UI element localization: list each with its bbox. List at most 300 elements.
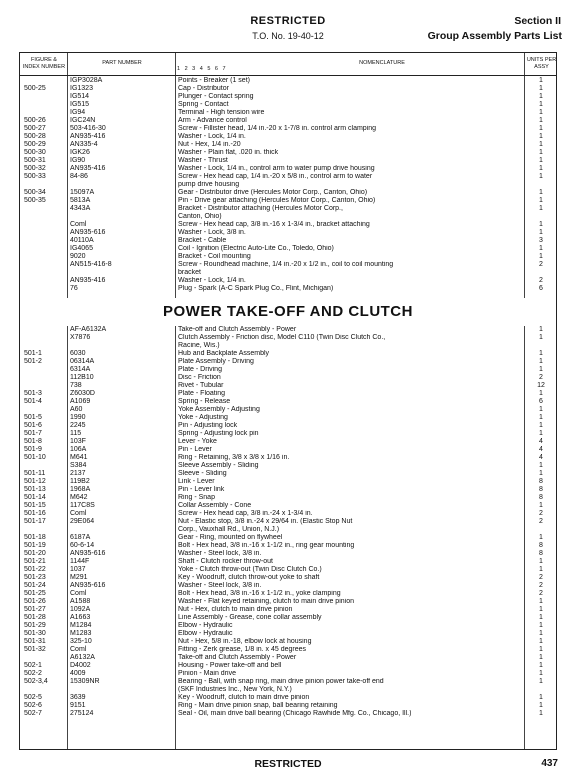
table-row: [20, 646, 556, 654]
part-number: Coml: [70, 646, 87, 653]
part-number: 6187A: [70, 534, 91, 541]
part-number: 119B2: [70, 478, 90, 485]
part-number: AF-A6132A: [70, 326, 107, 333]
part-number: Coml: [70, 590, 87, 597]
nomenclature: Bracket - Cable: [178, 237, 227, 244]
units-per-assy: 1: [539, 566, 543, 573]
nomenclature: Bracket - Coil mounting: [178, 253, 251, 260]
units-per-assy: 1: [539, 197, 543, 204]
units-per-assy: 1: [539, 125, 543, 132]
nomenclature: Take-off and Clutch Assembly - Power: [178, 654, 297, 661]
part-number: 84-86: [70, 173, 88, 180]
units-per-assy: 1: [539, 85, 543, 92]
nomenclature: Washer - Steel lock, 3/8 in.: [178, 582, 262, 589]
units-per-assy: 1: [539, 366, 543, 373]
units-per-assy: 2: [539, 574, 543, 581]
units-per-assy: 2: [539, 518, 543, 525]
part-number: 106A: [70, 446, 87, 453]
nomenclature: Key - Woodruff, clutch to main drive pinion: [178, 694, 310, 701]
units-per-assy: 4: [539, 446, 543, 453]
figure-index: 502-2: [24, 670, 42, 677]
table-row: [20, 334, 556, 342]
parts-table: [19, 52, 557, 750]
units-per-assy: 6: [539, 398, 543, 405]
figure-index: 501-6: [24, 422, 42, 429]
page-header: [0, 0, 576, 50]
table-row: [20, 414, 556, 422]
part-number: Coml: [70, 221, 87, 228]
part-number: 1968A: [70, 486, 91, 493]
nomenclature: Plunger - Contact spring: [178, 93, 254, 100]
figure-index: 501-12: [24, 478, 46, 485]
nomenclature: Ring - Main drive pinion snap, ball bearing retaining: [178, 702, 338, 709]
nomenclature: Racine, Wis.): [178, 342, 220, 349]
units-per-assy: 1: [539, 630, 543, 637]
part-number: M1284: [70, 622, 92, 629]
units-per-assy: 2: [539, 261, 543, 268]
table-row: [20, 117, 556, 125]
nomenclature: Line Assembly - Grease, cone collar assembly: [178, 614, 322, 621]
figure-index: 501-16: [24, 510, 46, 517]
table-row: [20, 173, 556, 181]
figure-index: 502-6: [24, 702, 42, 709]
table-row: [20, 670, 556, 678]
nomenclature: Pin - Lever link: [178, 486, 225, 493]
part-number: AN935-416: [70, 133, 106, 140]
figure-index: 501-32: [24, 646, 46, 653]
nomenclature: Cap - Distributor: [178, 85, 229, 92]
col-indent: 1 2 3 4 5 6 7: [177, 66, 228, 72]
nomenclature: Washer - Steel lock, 3/8 in.: [178, 550, 262, 557]
table-row: [20, 125, 556, 133]
list-title: Group Assembly Parts List: [427, 30, 562, 42]
units-per-assy: 8: [539, 486, 543, 493]
table-row: [20, 606, 556, 614]
units-per-assy: 1: [539, 229, 543, 236]
nomenclature: Washer - Lock, 1/4 in.: [178, 133, 246, 140]
units-per-assy: 1: [539, 189, 543, 196]
nomenclature: Key - Woodruff, clutch throw-out yoke to shaft: [178, 574, 320, 581]
table-row: [20, 109, 556, 117]
part-number: 275124: [70, 710, 94, 717]
table-row: [20, 141, 556, 149]
figure-index: 501-5: [24, 414, 42, 421]
table-row: [20, 374, 556, 382]
part-number: 1990: [70, 414, 86, 421]
part-number: 103F: [70, 438, 86, 445]
nomenclature: Arm - Advance control: [178, 117, 247, 124]
part-number: 1144F: [70, 558, 90, 565]
units-per-assy: 1: [539, 414, 543, 421]
nomenclature: Ring - Retaining, 3/8 x 3/8 x 1/16 in.: [178, 454, 290, 461]
units-per-assy: 1: [539, 350, 543, 357]
units-per-assy: 1: [539, 221, 543, 228]
nomenclature: Lever - Yoke: [178, 438, 217, 445]
units-per-assy: 1: [539, 598, 543, 605]
units-per-assy: 1: [539, 390, 543, 397]
part-number: M291: [70, 574, 88, 581]
table-row: [20, 590, 556, 598]
units-per-assy: 1: [539, 710, 543, 717]
figure-index: 501-31: [24, 638, 46, 645]
figure-index: 500-32: [24, 165, 46, 172]
table-body: [20, 77, 556, 718]
table-row: [20, 189, 556, 197]
part-number: 738: [70, 382, 82, 389]
table-row: [20, 165, 556, 173]
to-number: T.O. No. 19-40-12: [252, 31, 324, 41]
units-per-assy: 6: [539, 285, 543, 292]
part-number: 5813A: [70, 197, 91, 204]
figure-index: 501-7: [24, 430, 42, 437]
part-number: Z6030D: [70, 390, 95, 397]
units-per-assy: 4: [539, 438, 543, 445]
part-number: M1283: [70, 630, 92, 637]
table-row: [20, 261, 556, 269]
units-per-assy: 8: [539, 478, 543, 485]
table-row: [20, 662, 556, 670]
part-number: 9020: [70, 253, 86, 260]
table-row: [20, 213, 556, 221]
nomenclature: Bearing - Ball, with snap ring, main drive pinion power take-off end: [178, 678, 384, 685]
table-row: [20, 149, 556, 157]
units-per-assy: 1: [539, 502, 543, 509]
units-per-assy: 1: [539, 141, 543, 148]
units-per-assy: 1: [539, 670, 543, 677]
figure-index: 501-30: [24, 630, 46, 637]
figure-index: 501-17: [24, 518, 46, 525]
units-per-assy: 1: [539, 358, 543, 365]
nomenclature: Screw - Hex head cap, 1/4 in.-20 x 5/8 in., control arm to water: [178, 173, 373, 180]
nomenclature: Corp., Vauxhall Rd., Union, N.J.): [178, 526, 280, 533]
nomenclature: Rivet - Tubular: [178, 382, 224, 389]
nomenclature: Hub and Backplate Assembly: [178, 350, 270, 357]
table-row: [20, 630, 556, 638]
part-number: 06314A: [70, 358, 95, 365]
figure-index: 500-35: [24, 197, 46, 204]
table-row: [20, 694, 556, 702]
units-per-assy: 1: [539, 165, 543, 172]
part-number: D4002: [70, 662, 91, 669]
units-per-assy: 1: [539, 558, 543, 565]
table-row: [20, 566, 556, 574]
units-per-assy: 1: [539, 245, 543, 252]
part-number: 6030: [70, 350, 86, 357]
figure-index: 501-14: [24, 494, 46, 501]
part-number: IGC24N: [70, 117, 96, 124]
nomenclature: Nut - Hex, 1/4 in.-20: [178, 141, 241, 148]
part-number: IG515: [70, 101, 90, 108]
footer-restricted: RESTRICTED: [254, 758, 322, 770]
nomenclature: Terminal - High tension wire: [178, 109, 265, 116]
nomenclature: Elbow - Hydraulic: [178, 622, 233, 629]
units-per-assy: 1: [539, 678, 543, 685]
units-per-assy: 1: [539, 157, 543, 164]
table-row: [20, 558, 556, 566]
nomenclature: Take-off and Clutch Assembly - Power: [178, 326, 297, 333]
part-number: S384: [70, 462, 87, 469]
units-per-assy: 1: [539, 101, 543, 108]
nomenclature: Gear - Distributor drive (Hercules Motor Corp., Canton, Ohio): [178, 189, 368, 196]
figure-index: 502-5: [24, 694, 42, 701]
units-per-assy: 1: [539, 422, 543, 429]
section-title: POWER TAKE-OFF AND CLUTCH: [20, 298, 556, 326]
nomenclature: Screw - Fillister head, 1/4 in.-20 x 1-7/8 in. control arm clamping: [178, 125, 377, 132]
table-row: [20, 710, 556, 718]
figure-index: 501-10: [24, 454, 46, 461]
nomenclature: Nut - Hex, 5/8 in.-18, elbow lock at housing: [178, 638, 312, 645]
nomenclature: Screw - Roundhead machine, 1/4 in.-20 x 1/2 in., coil to coil mounting: [178, 261, 394, 268]
units-per-assy: 1: [539, 109, 543, 116]
part-number: 4343A: [70, 205, 91, 212]
part-number: X7876: [70, 334, 91, 341]
figure-index: 502-7: [24, 710, 42, 717]
table-row: [20, 197, 556, 205]
table-row: [20, 269, 556, 277]
table-row: [20, 133, 556, 141]
nomenclature: Yoke - Clutch throw-out (Twin Disc Clutch Co.): [178, 566, 322, 573]
figure-index: 501-20: [24, 550, 46, 557]
rows-bottom: [20, 326, 556, 718]
units-per-assy: 1: [539, 534, 543, 541]
col-figure: FIGURE & INDEX NUMBER: [22, 57, 66, 70]
figure-index: 501-19: [24, 542, 46, 549]
figure-index: 501-22: [24, 566, 46, 573]
nomenclature: Housing - Power take-off and bell: [178, 662, 282, 669]
nomenclature: Coil - Ignition (Electric Auto-Lite Co., Toledo, Ohio): [178, 245, 334, 252]
table-row: [20, 518, 556, 526]
nomenclature: Pin - Lever: [178, 446, 212, 453]
units-per-assy: 1: [539, 622, 543, 629]
figure-index: 501-29: [24, 622, 46, 629]
table-row: [20, 157, 556, 165]
section-label: Section II: [514, 15, 561, 27]
units-per-assy: 1: [539, 430, 543, 437]
units-per-assy: 1: [539, 253, 543, 260]
nomenclature: Spring - Release: [178, 398, 231, 405]
part-number: AN935-416: [70, 165, 106, 172]
table-row: [20, 205, 556, 213]
part-number: 15309NR: [70, 678, 100, 685]
part-number: IG94: [70, 109, 86, 116]
part-number: AN515-416-8: [70, 261, 112, 268]
units-per-assy: 1: [539, 173, 543, 180]
figure-index: 501-24: [24, 582, 46, 589]
table-row: [20, 285, 556, 293]
figure-index: 501-27: [24, 606, 46, 613]
nomenclature: Bracket - Distributor attaching (Hercules Motor Corp.,: [178, 205, 343, 212]
table-row: [20, 438, 556, 446]
part-number: 2137: [70, 470, 86, 477]
table-row: [20, 229, 556, 237]
table-row: [20, 77, 556, 85]
part-number: 40110A: [70, 237, 94, 244]
col-nomenclature: NOMENCLATURE: [359, 60, 405, 66]
units-per-assy: 1: [539, 133, 543, 140]
units-per-assy: 1: [539, 326, 543, 333]
page-number: 437: [541, 758, 558, 769]
figure-index: 501-4: [24, 398, 42, 405]
table-row: [20, 181, 556, 189]
part-number: AN935-616: [70, 229, 106, 236]
part-number: AN335-4: [70, 141, 98, 148]
part-number: 4009: [70, 670, 86, 677]
table-row: [20, 678, 556, 686]
units-per-assy: 1: [539, 205, 543, 212]
table-row: [20, 422, 556, 430]
nomenclature: Screw - Hex head cap, 3/8 in.-24 x 1-3/4 in.: [178, 510, 313, 517]
part-number: 1092A: [70, 606, 91, 613]
nomenclature: Ring - Snap: [178, 494, 215, 501]
nomenclature: Sleeve Assembly - Sliding: [178, 462, 259, 469]
figure-index: 500-33: [24, 173, 46, 180]
table-row: [20, 101, 556, 109]
nomenclature: Sleeve - Sliding: [178, 470, 227, 477]
part-number: 76: [70, 285, 78, 292]
units-per-assy: 1: [539, 406, 543, 413]
figure-index: 501-28: [24, 614, 46, 621]
figure-index: 501-18: [24, 534, 46, 541]
units-per-assy: 1: [539, 662, 543, 669]
table-row: [20, 614, 556, 622]
part-number: 9151: [70, 702, 86, 709]
nomenclature: Seal - Oil, main drive ball bearing (Chicago Rawhide Mfg. Co., Chicago, Ill.): [178, 710, 412, 717]
nomenclature: Washer - Lock, 1/4 in.: [178, 277, 246, 284]
figure-index: 501-21: [24, 558, 46, 565]
figure-index: 501-15: [24, 502, 46, 509]
nomenclature: Nut - Elastic stop, 3/8 in.-24 x 29/64 in. (Elastic Stop Nut: [178, 518, 353, 525]
part-number: 2245: [70, 422, 86, 429]
units-per-assy: 1: [539, 462, 543, 469]
nomenclature: Screw - Hex head cap, 3/8 in.-16 x 1-3/4 in., bracket attaching: [178, 221, 370, 228]
table-row: [20, 534, 556, 542]
header-restricted: RESTRICTED: [250, 15, 326, 27]
units-per-assy: 1: [539, 77, 543, 84]
nomenclature: Link - Lever: [178, 478, 215, 485]
table-row: [20, 406, 556, 414]
part-number: IG90: [70, 157, 86, 164]
figure-index: 501-3: [24, 390, 42, 397]
figure-index: 500-27: [24, 125, 46, 132]
nomenclature: Disc - Friction: [178, 374, 221, 381]
part-number: AN935-616: [70, 582, 106, 589]
table-row: [20, 574, 556, 582]
nomenclature: Spring - Contact: [178, 101, 229, 108]
units-per-assy: 1: [539, 694, 543, 701]
part-number: IGP3028A: [70, 77, 103, 84]
part-number: A1663: [70, 614, 91, 621]
part-number: A1069: [70, 398, 91, 405]
units-per-assy: 1: [539, 654, 543, 661]
units-per-assy: 3: [539, 237, 543, 244]
nomenclature: pump drive housing: [178, 181, 240, 188]
part-number: 3639: [70, 694, 86, 701]
nomenclature: Elbow - Hydraulic: [178, 630, 233, 637]
table-row: [20, 478, 556, 486]
column-headers: [20, 53, 556, 76]
part-number: M642: [70, 494, 88, 501]
units-per-assy: 2: [539, 277, 543, 284]
part-number: 29E064: [70, 518, 95, 525]
part-number: 60-6-14: [70, 542, 95, 549]
figure-index: 502-3,4: [24, 678, 48, 685]
nomenclature: Yoke Assembly - Adjusting: [178, 406, 260, 413]
nomenclature: Washer - Flat keyed retaining, clutch to main drive pinion: [178, 598, 354, 605]
nomenclature: Washer - Plain flat, .020 in. thick: [178, 149, 279, 156]
nomenclature: Bolt - Hex head, 3/8 in.-16 x 1-1/2 in., ring gear mounting: [178, 542, 355, 549]
figure-index: 500-28: [24, 133, 46, 140]
part-number: IG4065: [70, 245, 93, 252]
nomenclature: Washer - Thrust: [178, 157, 228, 164]
table-row: [20, 654, 556, 662]
nomenclature: Collar Assembly - Cone: [178, 502, 252, 509]
units-per-assy: 1: [539, 117, 543, 124]
table-row: [20, 638, 556, 646]
nomenclature: Pin - Adjusting lock: [178, 422, 238, 429]
table-row: [20, 221, 556, 229]
table-row: [20, 702, 556, 710]
part-number: 503-416-30: [70, 125, 106, 132]
nomenclature: Plate - Driving: [178, 366, 222, 373]
table-row: [20, 358, 556, 366]
figure-index: 501-1: [24, 350, 42, 357]
table-row: [20, 382, 556, 390]
nomenclature: (SKF Industries Inc., New York, N.Y.): [178, 686, 292, 693]
part-number: IGK26: [70, 149, 90, 156]
part-number: 15097A: [70, 189, 95, 196]
table-row: [20, 245, 556, 253]
table-row: [20, 446, 556, 454]
table-row: [20, 85, 556, 93]
units-per-assy: 1: [539, 93, 543, 100]
part-number: AN935-616: [70, 550, 106, 557]
table-row: [20, 350, 556, 358]
units-per-assy: 1: [539, 470, 543, 477]
figure-index: 501-13: [24, 486, 46, 493]
part-number: 6314A: [70, 366, 91, 373]
figure-index: 502-1: [24, 662, 42, 669]
figure-index: 501-9: [24, 446, 42, 453]
units-per-assy: 1: [539, 614, 543, 621]
table-row: [20, 470, 556, 478]
units-per-assy: 1: [539, 334, 543, 341]
part-number: IG1323: [70, 85, 93, 92]
table-row: [20, 550, 556, 558]
nomenclature: Washer - Lock, 1/4 in., control arm to water pump drive housing: [178, 165, 375, 172]
nomenclature: Yoke - Adjusting: [178, 414, 228, 421]
figure-index: 500-31: [24, 157, 46, 164]
table-row: [20, 390, 556, 398]
table-row: [20, 622, 556, 630]
figure-index: 500-26: [24, 117, 46, 124]
units-per-assy: 1: [539, 149, 543, 156]
figure-index: 501-26: [24, 598, 46, 605]
units-per-assy: 1: [539, 646, 543, 653]
part-number: 117C8S: [70, 502, 95, 509]
part-number: 325-10: [70, 638, 92, 645]
nomenclature: bracket: [178, 269, 201, 276]
nomenclature: Clutch Assembly - Friction disc, Model C110 (Twin Disc Clutch Co.,: [178, 334, 386, 341]
col-part: PART NUMBER: [102, 60, 142, 66]
figure-index: 500-29: [24, 141, 46, 148]
nomenclature: Points - Breaker (1 set): [178, 77, 250, 84]
figure-index: 501-8: [24, 438, 42, 445]
table-row: [20, 486, 556, 494]
units-per-assy: 1: [539, 606, 543, 613]
table-row: [20, 454, 556, 462]
table-row: [20, 277, 556, 285]
nomenclature: Plug - Spark (A-C Spark Plug Co., Flint, Michigan): [178, 285, 334, 292]
